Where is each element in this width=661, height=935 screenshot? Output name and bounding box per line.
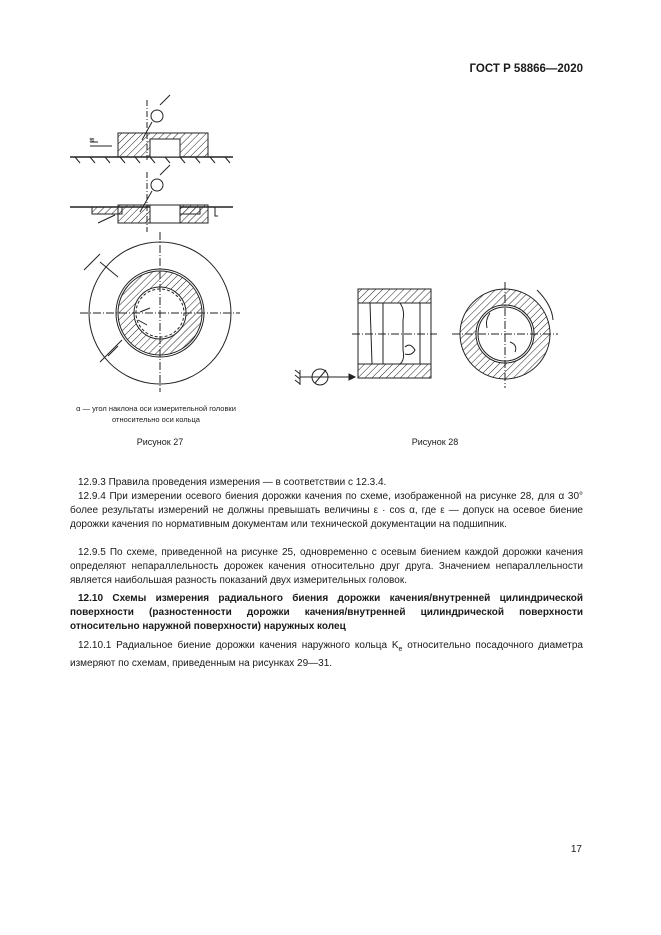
paragraph-12-9-4: 12.9.4 При измерении осевого биения дорожки качения по схеме, изображенной на рисунке 28, для α 30° более результаты измерений не должны превышать величины ε · cos α, где ε — допуск на осевое биение дорожки качения по нормативным документам или технической документации на подшипник. [70, 491, 583, 531]
paragraph-12-10-1-part-a: 12.10.1 Радиальное биение дорожки качения наружного кольца K [78, 640, 399, 651]
figure27-legend: α — угол наклона оси измерительной головки относительно оси кольца [76, 404, 236, 424]
paragraph-12-9-5: 12.9.5 По схеме, приведенной на рисунке 25, одновременно с осевым биением каждой дорожки качения определяют непараллельность дорожек качения относительно друг друга. Значением непараллельности является наибольшая разность показаний двух измерительных головок. [70, 547, 583, 587]
standard-id: ГОСТ Р 58866—2020 [469, 63, 583, 75]
fig28-plan-view [452, 282, 558, 388]
fig27-top-view [70, 95, 233, 163]
fig27-middle-view [70, 165, 233, 232]
svg-text:≋: ≋ [89, 137, 95, 144]
paragraph-12-9-3: 12.9.3 Правила проведения измерения — в соответствии с 12.3.4. [78, 477, 387, 488]
paragraph-12-10-1-subscript: e [398, 646, 403, 653]
paragraph-12-10-1 [70, 639, 583, 671]
figure28-caption: Рисунок 28 [411, 437, 459, 447]
figure27-caption: Рисунок 27 [136, 437, 184, 447]
fig27-plan-view [80, 232, 240, 392]
page-number: 17 [570, 844, 582, 855]
fig28-section-view [295, 289, 437, 385]
paragraph-12-10-1-part-b: относительно посадочного диаметра измеряют по схемам, приведенным на рисунках 29—31. [70, 640, 583, 670]
figures-drawing [0, 0, 661, 460]
section-title-12-10: 12.10 Схемы измерения радиального биения дорожки качения/внутренней цилиндрической поверхности (разностенности дорожки качения/внутренней цилиндрической поверхности относительно наружной поверхности) наружных колец [70, 593, 583, 633]
